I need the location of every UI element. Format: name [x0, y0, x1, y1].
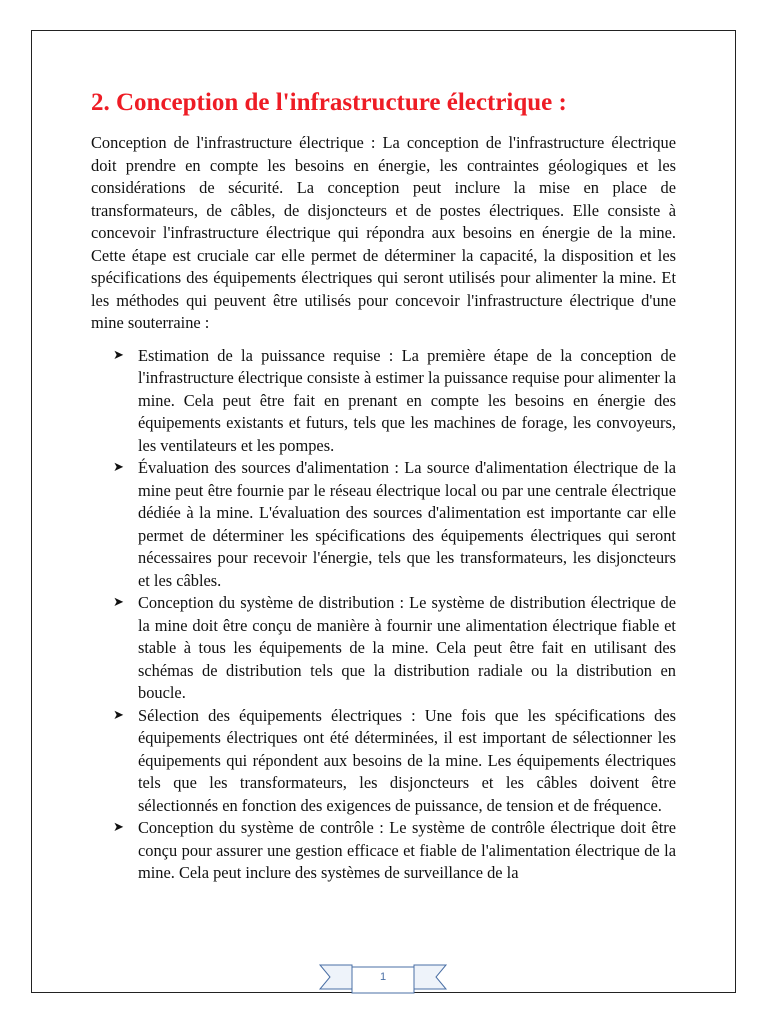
section-title: 2. Conception de l'infrastructure électrique :: [91, 89, 567, 116]
bullet-text: Sélection des équipements électriques : Une fois que les spécifications des équipements électriques ont été déterminées, il est important de sélectionner les équipements qui répondent aux besoins de la mine. Les équipements électriques tels que les transformateurs, les disjoncteurs et les câbles doivent être sélectionnés en fonction des exigences de puissance, de tension et de fréquence.: [138, 705, 676, 815]
list-item: [113, 592, 676, 705]
page-number: 1: [379, 971, 387, 983]
bullet-text: Conception du système de contrôle : Le système de contrôle électrique doit être conçu pour assurer une gestion efficace et fiable de l'alimentation électrique de la mine. Cela peut inclure des systèmes de surveillance de la: [138, 818, 676, 882]
list-item: [113, 345, 676, 458]
list-item: [113, 457, 676, 592]
list-item: [113, 705, 676, 818]
page-number-ribbon: [318, 963, 448, 997]
intro-paragraph: Conception de l'infrastructure électrique : La conception de l'infrastructure électrique doit prendre en compte les besoins en énergie, les contraintes géologiques et les considérations de sécurité. La conception peut inclure la mise en place de transformateurs, de câbles, de disjoncteurs et de postes électriques. Elle consiste à concevoir l'infrastructure électrique qui répondra aux besoins en énergie de la mine. Cette étape est cruciale car elle permet de déterminer la capacité, la disposition et les spécifications des équipements électriques qui seront utilisés pour alimenter la mine. Et les méthodes qui peuvent être utilisés pour concevoir l'infrastructure électrique d'une mine souterraine :: [91, 133, 676, 332]
list-item: [113, 817, 676, 885]
arrowhead-bullet-icon: ➤: [113, 595, 124, 610]
arrowhead-bullet-icon: ➤: [113, 347, 124, 363]
document-body: [91, 86, 676, 885]
bullet-list: [91, 345, 676, 885]
bullet-text: Conception du système de distribution : Le système de distribution électrique de la mine doit être conçu de manière à fournir une alimentation électrique fiable et stable à tous les équipements de la mine. Cela peut être fait en utilisant des schémas de distribution tels que la distribution radiale ou la distribution en boucle.: [138, 593, 676, 702]
arrowhead-bullet-icon: ➤: [113, 460, 124, 475]
bullet-text: Évaluation des sources d'alimentation : La source d'alimentation électrique de la mine peut être fournie par le réseau électrique local ou par une centrale électrique dédiée à la mine. L'évaluation des sources d'alimentation est importante car elle permet de déterminer les spécifications des équipements électriques qui seront nécessaires pour recevoir l'énergie, tels que les transformateurs, les disjoncteurs et les câbles.: [138, 458, 676, 590]
bullet-text: Estimation de la puissance requise : La première étape de la conception de l'infrastructure électrique consiste à estimer la puissance requise pour alimenter la mine. Cela peut être fait en prenant en compte les besoins en énergie des équipements existants et futurs, tels que les machines de forage, les convoyeurs, les ventilateurs et les pompes.: [138, 345, 676, 455]
arrowhead-bullet-icon: ➤: [113, 707, 124, 723]
arrowhead-bullet-icon: ➤: [113, 820, 124, 835]
